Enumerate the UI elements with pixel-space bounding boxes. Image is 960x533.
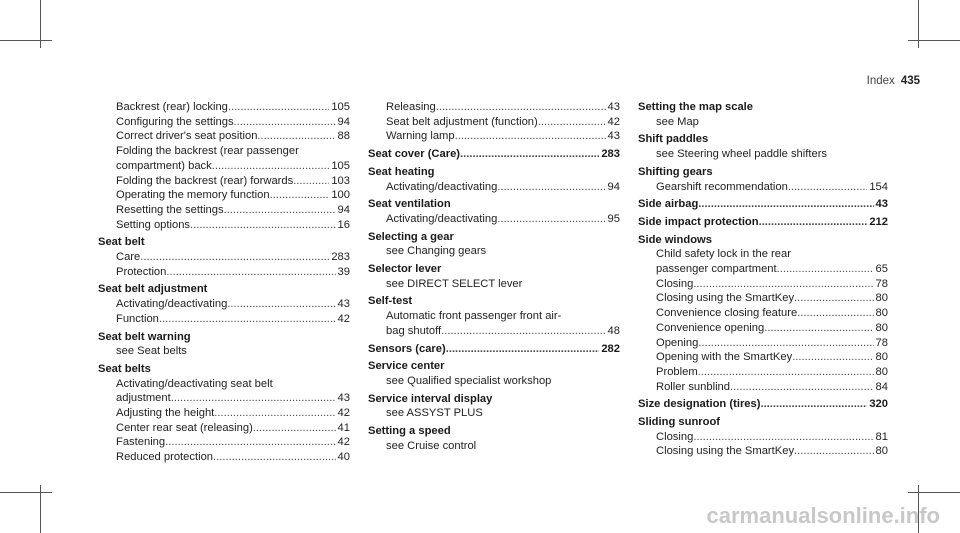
index-row xyxy=(638,180,888,195)
page-ref[interactable]: 39 xyxy=(337,265,350,278)
dot-leader xyxy=(166,265,335,280)
index-row xyxy=(368,406,620,421)
dot-leader xyxy=(460,147,599,162)
page-number: 435 xyxy=(900,75,920,87)
entry-title: Seat belt adjustment xyxy=(98,283,208,296)
index-entry xyxy=(368,100,620,144)
index-entry xyxy=(368,262,620,291)
page-ref[interactable]: 282 xyxy=(601,342,620,355)
index-row xyxy=(638,197,888,212)
index-row xyxy=(98,115,350,130)
entry-title: Seat ventilation xyxy=(368,198,451,211)
entry-title: Size designation (tires) xyxy=(638,398,761,411)
subentry: Reduced protection xyxy=(116,451,214,464)
subentry: Closing using the SmartKey xyxy=(656,445,795,458)
entry-title: Side windows xyxy=(638,233,712,246)
index-row xyxy=(368,439,620,454)
index-entry xyxy=(638,197,888,212)
subentry: Configuring the settings xyxy=(116,115,234,128)
entry-title: Shift paddles xyxy=(638,133,709,146)
subentry: Convenience opening xyxy=(656,321,765,334)
index-row xyxy=(98,391,350,406)
index-row xyxy=(638,306,888,321)
index-entry xyxy=(638,165,888,194)
subentry-continuation: passenger compartment xyxy=(656,263,777,276)
page-ref[interactable]: 80 xyxy=(875,365,888,378)
subentry: Gearshift recommendation xyxy=(656,180,788,193)
index-row xyxy=(638,350,888,365)
index-entry xyxy=(638,415,888,459)
dot-leader xyxy=(212,159,330,174)
dot-leader xyxy=(293,174,329,189)
index-row xyxy=(98,344,350,359)
page-ref[interactable]: 16 xyxy=(337,218,350,231)
dot-leader xyxy=(698,197,873,212)
index-row xyxy=(368,180,620,195)
index-entry xyxy=(638,233,888,395)
page-ref[interactable]: 320 xyxy=(869,398,888,411)
cross-reference: see Map xyxy=(656,115,699,128)
subentry: Seat belt adjustment (function) xyxy=(386,115,538,128)
index-entry xyxy=(368,342,620,357)
subentry: Center rear seat (releasing) xyxy=(116,421,253,434)
entry-title: Setting a speed xyxy=(368,425,451,438)
entry-title: Seat belt warning xyxy=(98,330,191,343)
page-ref[interactable]: 43 xyxy=(875,198,888,211)
dot-leader xyxy=(698,365,874,380)
subentry: Releasing xyxy=(386,101,436,113)
entry-title: Setting the map scale xyxy=(638,101,754,113)
watermark: carmanualsonline.info xyxy=(706,503,940,528)
dot-leader xyxy=(441,324,605,339)
page-ref[interactable]: 42 xyxy=(337,436,350,449)
index-entry xyxy=(368,197,620,226)
entry-title: Side airbag xyxy=(638,198,699,211)
subentry: Correct driver's seat position xyxy=(116,130,258,143)
page-ref[interactable]: 43 xyxy=(607,101,620,113)
subentry-text: Activating/deactivating seat belt xyxy=(116,377,273,390)
dot-leader xyxy=(730,380,874,395)
page-ref[interactable]: 43 xyxy=(607,130,620,143)
subentry: Roller sunblind xyxy=(656,380,731,393)
entry-title: Seat cover (Care) xyxy=(368,148,461,161)
entry-title: Shifting gears xyxy=(638,165,713,178)
index-entry xyxy=(368,424,620,453)
index-entry xyxy=(638,397,888,412)
page-ref[interactable]: 84 xyxy=(875,380,888,393)
index-entry xyxy=(368,392,620,421)
subentry-continuation: bag shutoff xyxy=(386,324,442,337)
crop-mark xyxy=(0,40,52,41)
index-row xyxy=(98,188,350,203)
index-row xyxy=(638,215,888,230)
subentry: Problem xyxy=(656,365,698,378)
subentry: Warning lamp xyxy=(386,130,455,143)
page-ref[interactable]: 103 xyxy=(331,174,350,187)
subentry: Convenience closing feature xyxy=(656,307,798,320)
entry-title: Side impact protection xyxy=(638,215,759,228)
dot-leader xyxy=(214,406,335,421)
dot-leader xyxy=(253,421,336,436)
page-ref[interactable]: 42 xyxy=(607,115,620,128)
dot-leader xyxy=(213,450,336,465)
cross-reference: see Seat belts xyxy=(116,345,187,358)
dot-leader xyxy=(788,180,868,195)
index-row xyxy=(368,147,620,162)
dot-leader xyxy=(159,312,336,327)
cross-reference: see Cruise control xyxy=(386,439,477,452)
entry-title: Seat heating xyxy=(368,165,435,178)
page-ref[interactable]: 41 xyxy=(337,421,350,434)
index-entry xyxy=(368,294,620,338)
index-entry xyxy=(368,359,620,388)
index-row xyxy=(638,444,888,459)
index-row xyxy=(98,218,350,233)
index-row xyxy=(368,374,620,389)
dot-leader xyxy=(797,306,873,321)
dot-leader xyxy=(455,129,606,144)
index-row xyxy=(98,450,350,465)
header-label: Index xyxy=(866,75,895,87)
entry-title: Self-test xyxy=(368,295,413,308)
index-row xyxy=(98,129,350,144)
entry-title: Seat belts xyxy=(98,362,151,375)
page-ref[interactable]: 42 xyxy=(337,312,350,325)
subentry-text: Folding the backrest (rear passenger xyxy=(116,145,299,158)
page-ref[interactable]: 80 xyxy=(875,445,888,458)
dot-leader xyxy=(436,100,606,115)
cross-reference: see Qualified specialist workshop xyxy=(386,374,552,387)
index-row xyxy=(98,159,350,174)
index-entry xyxy=(98,100,350,232)
index-entry xyxy=(98,235,350,279)
subentry: Fastening xyxy=(116,436,166,449)
crop-mark xyxy=(908,492,960,493)
index-entry xyxy=(368,230,620,259)
page-ref[interactable]: 65 xyxy=(875,263,888,276)
subentry: Folding the backrest (rear) forwards xyxy=(116,174,294,187)
dot-leader xyxy=(234,115,336,130)
index-row xyxy=(638,277,888,292)
dot-leader xyxy=(698,336,873,351)
page-ref[interactable]: 80 xyxy=(875,307,888,320)
index-row xyxy=(98,250,350,265)
subentry: Closing using the SmartKey xyxy=(656,292,795,305)
page-ref[interactable]: 95 xyxy=(607,212,620,225)
entry-title: Service interval display xyxy=(368,392,493,405)
index-row xyxy=(98,297,350,312)
index-row xyxy=(98,421,350,436)
dot-leader xyxy=(446,342,600,357)
index-row xyxy=(98,406,350,421)
index-entry xyxy=(368,165,620,194)
index-row xyxy=(638,430,888,445)
index-row xyxy=(638,336,888,351)
index-row xyxy=(638,365,888,380)
page-ref[interactable]: 94 xyxy=(337,115,350,128)
crop-mark xyxy=(908,40,960,41)
index-row xyxy=(98,312,350,327)
dot-leader xyxy=(794,444,874,459)
subentry: Closing xyxy=(656,430,694,443)
dot-leader xyxy=(693,277,873,292)
index-row xyxy=(638,397,888,412)
entry-title: Seat belt xyxy=(98,236,145,249)
index-row xyxy=(98,174,350,189)
subentry: Activating/deactivating xyxy=(386,212,498,225)
index-row xyxy=(638,115,888,130)
page-ref[interactable]: 105 xyxy=(331,101,350,113)
dot-leader xyxy=(497,180,605,195)
page-ref[interactable]: 80 xyxy=(875,292,888,305)
entry-title: Sliding sunroof xyxy=(638,416,721,429)
page-ref[interactable]: 283 xyxy=(331,251,350,264)
page-ref[interactable]: 78 xyxy=(875,277,888,290)
index-row xyxy=(638,262,888,277)
dot-leader xyxy=(760,397,867,412)
subentry-text: Automatic front passenger front air- xyxy=(386,310,562,323)
index-row xyxy=(98,100,350,115)
cross-reference: see Steering wheel paddle shifters xyxy=(656,148,828,161)
index-entry xyxy=(638,100,888,129)
index-entry xyxy=(638,215,888,230)
index-row xyxy=(368,324,620,339)
page-ref[interactable]: 43 xyxy=(337,392,350,405)
cross-reference: see Changing gears xyxy=(386,245,487,258)
index-row xyxy=(638,291,888,306)
index-column-1 xyxy=(98,100,350,468)
index-column-3 xyxy=(638,100,888,462)
dot-leader xyxy=(538,115,606,130)
dot-leader xyxy=(497,212,605,227)
entry-title: Selecting a gear xyxy=(368,230,454,243)
dot-leader xyxy=(693,430,873,445)
subentry: Adjusting the height xyxy=(116,407,215,420)
subentry: Protection xyxy=(116,265,167,278)
entry-title: Sensors (care) xyxy=(368,342,446,355)
dot-leader xyxy=(228,100,329,115)
index-row xyxy=(368,115,620,130)
dot-leader xyxy=(794,291,874,306)
subentry-continuation: adjustment xyxy=(116,392,171,405)
subentry: Activating/deactivating xyxy=(386,180,498,193)
dot-leader xyxy=(777,262,874,277)
index-entry xyxy=(368,147,620,162)
dot-leader xyxy=(190,218,336,233)
subentry: Activating/deactivating xyxy=(116,298,228,311)
subentry-continuation: compartment) back xyxy=(116,159,212,172)
index-row xyxy=(368,100,620,115)
page-ref[interactable]: 40 xyxy=(337,451,350,464)
index-entry xyxy=(98,282,350,326)
page-ref[interactable]: 81 xyxy=(875,430,888,443)
page-ref[interactable]: 283 xyxy=(601,148,620,161)
index-row xyxy=(98,203,350,218)
subentry: Operating the memory function xyxy=(116,189,270,202)
index-row xyxy=(368,129,620,144)
subentry: Opening xyxy=(656,336,699,349)
dot-leader xyxy=(140,250,329,265)
page-ref[interactable]: 100 xyxy=(331,189,350,202)
cross-reference: see DIRECT SELECT lever xyxy=(386,277,523,290)
page-ref[interactable]: 78 xyxy=(875,336,888,349)
index-row xyxy=(368,342,620,357)
page-ref[interactable]: 48 xyxy=(607,324,620,337)
index-column-2 xyxy=(368,100,620,456)
index-row xyxy=(368,277,620,292)
page-ref[interactable]: 80 xyxy=(875,321,888,334)
subentry: Care xyxy=(116,251,141,264)
page-ref[interactable]: 94 xyxy=(337,203,350,216)
page-ref[interactable]: 88 xyxy=(337,130,350,143)
dot-leader xyxy=(227,297,335,312)
index-row xyxy=(638,147,888,162)
index-entry xyxy=(638,132,888,161)
index-row xyxy=(368,244,620,259)
page-ref[interactable]: 212 xyxy=(869,215,888,228)
dot-leader xyxy=(171,391,336,406)
subentry: Resetting the settings xyxy=(116,203,224,216)
index-row xyxy=(638,380,888,395)
page-ref[interactable]: 43 xyxy=(337,298,350,311)
page-ref[interactable]: 42 xyxy=(337,407,350,420)
dot-leader xyxy=(165,435,335,450)
dot-leader xyxy=(270,188,330,203)
entry-title: Service center xyxy=(368,360,445,373)
dot-leader xyxy=(792,350,873,365)
dot-leader xyxy=(759,215,868,230)
dot-leader xyxy=(764,321,873,336)
index-entry xyxy=(98,330,350,359)
page-ref[interactable]: 105 xyxy=(331,159,350,172)
subentry: Closing xyxy=(656,277,694,290)
index-row xyxy=(638,321,888,336)
page-ref[interactable]: 154 xyxy=(869,180,888,193)
index-row xyxy=(368,212,620,227)
subentry: Opening with the SmartKey xyxy=(656,351,793,364)
index-row xyxy=(98,265,350,280)
cross-reference: see ASSYST PLUS xyxy=(386,407,483,420)
page-header xyxy=(867,75,920,87)
index-row xyxy=(98,435,350,450)
subentry: Setting options xyxy=(116,218,191,231)
subentry: Function xyxy=(116,312,159,325)
page-ref[interactable]: 80 xyxy=(875,351,888,364)
dot-leader xyxy=(257,129,335,144)
index-entry xyxy=(98,362,350,465)
subentry-text: Child safety lock in the rear xyxy=(656,248,791,261)
entry-title: Selector lever xyxy=(368,263,442,276)
subentry: Backrest (rear) locking xyxy=(116,101,228,113)
page-ref[interactable]: 94 xyxy=(607,180,620,193)
dot-leader xyxy=(224,203,336,218)
crop-mark xyxy=(0,492,52,493)
